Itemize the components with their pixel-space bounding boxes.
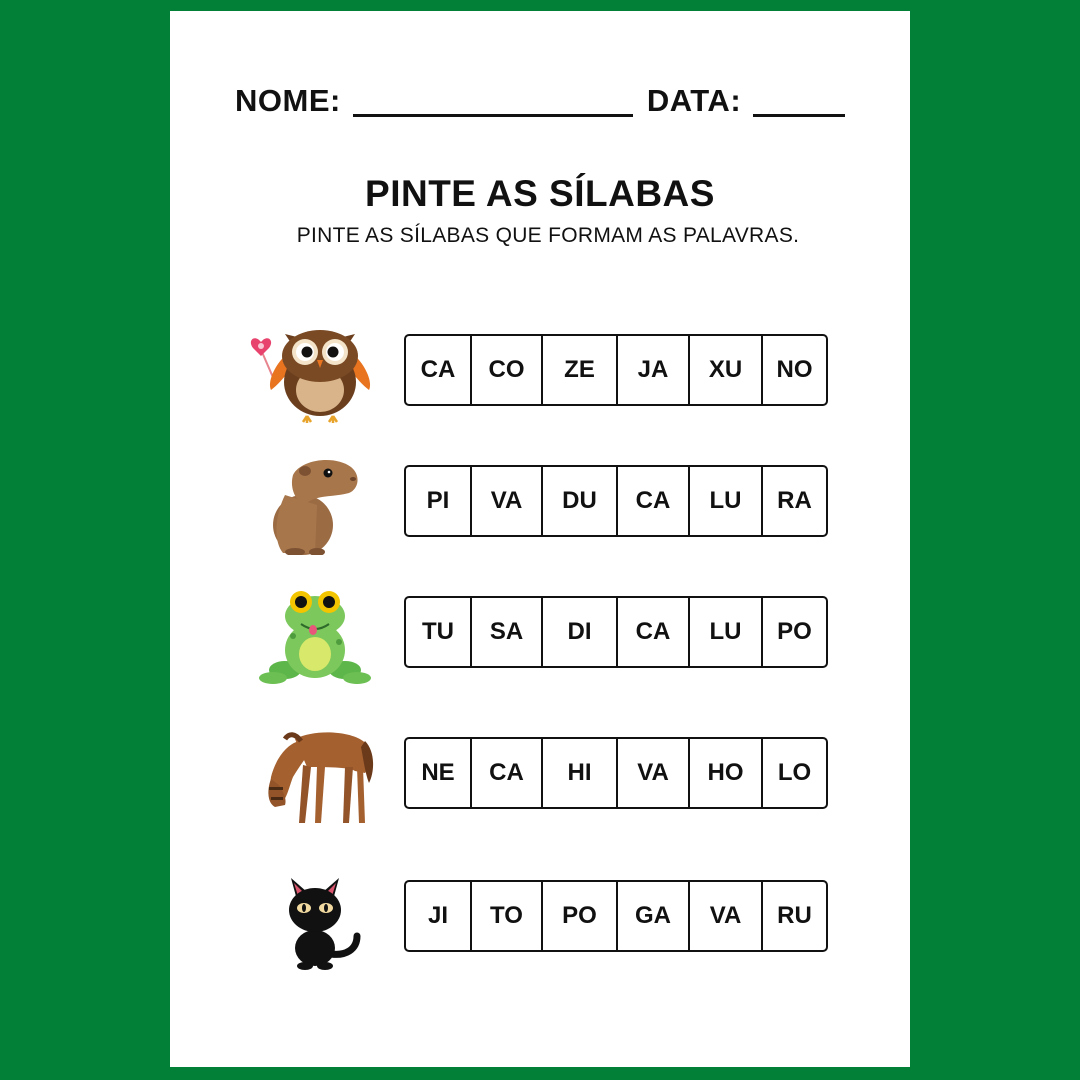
capybara-icon [245, 455, 375, 555]
name-blank-line[interactable] [353, 88, 633, 117]
horse-icon [245, 727, 375, 827]
syllable-boxes [404, 465, 828, 537]
syllable-cell[interactable]: VA [618, 739, 690, 807]
syllable-cell[interactable]: ZE [543, 336, 618, 404]
syllable-row [170, 596, 910, 676]
syllable-cell[interactable]: CA [618, 467, 690, 535]
syllable-cell[interactable]: VA [690, 882, 763, 950]
syllable-boxes [404, 334, 828, 406]
syllable-cell[interactable]: SA [472, 598, 543, 666]
syllable-cell[interactable]: JI [406, 882, 472, 950]
date-blank-line[interactable] [753, 88, 845, 117]
syllable-row [170, 737, 910, 817]
syllable-row [170, 880, 910, 960]
syllable-boxes [404, 737, 828, 809]
syllable-cell[interactable]: VA [472, 467, 543, 535]
name-label: NOME: [235, 83, 341, 118]
syllable-cell[interactable]: CA [406, 336, 472, 404]
syllable-cell[interactable]: LU [690, 598, 763, 666]
syllable-cell[interactable]: RA [777, 487, 812, 514]
syllable-cell[interactable]: XU [690, 336, 763, 404]
syllable-cell[interactable]: RU [777, 902, 812, 929]
syllable-cell[interactable]: CA [618, 598, 690, 666]
syllable-boxes [404, 596, 828, 668]
syllable-row [170, 465, 910, 545]
syllable-cell[interactable]: TO [472, 882, 543, 950]
syllable-cell[interactable]: PO [543, 882, 618, 950]
syllable-cell[interactable]: CA [472, 739, 543, 807]
syllable-cell[interactable]: DI [543, 598, 618, 666]
syllable-cell[interactable]: NO [776, 356, 813, 383]
syllable-cell[interactable]: PO [777, 618, 812, 645]
syllable-cell[interactable]: GA [618, 882, 690, 950]
syllable-cell[interactable]: DU [543, 467, 618, 535]
syllable-boxes [404, 880, 828, 952]
syllable-cell[interactable]: HO [690, 739, 763, 807]
syllable-cell[interactable]: NE [406, 739, 472, 807]
syllable-cell[interactable]: PI [406, 467, 472, 535]
syllable-row [170, 334, 910, 414]
syllable-cell[interactable]: HI [543, 739, 618, 807]
bottom-border-strip [0, 1071, 1080, 1080]
frog-icon [245, 586, 375, 686]
syllable-cell[interactable]: LO [777, 759, 812, 786]
date-label: DATA: [646, 83, 742, 118]
syllable-cell[interactable]: TU [406, 598, 472, 666]
header [235, 83, 845, 119]
page-subtitle: PINTE AS SÍLABAS QUE FORMAM AS PALAVRAS. [296, 224, 800, 247]
worksheet [170, 11, 910, 1067]
syllable-cell[interactable]: CO [472, 336, 543, 404]
page-title: PINTE AS SÍLABAS [365, 173, 715, 214]
owl-icon [245, 324, 375, 424]
cat-icon [245, 870, 375, 970]
syllable-cell[interactable]: LU [690, 467, 763, 535]
syllable-cell[interactable]: JA [618, 336, 690, 404]
